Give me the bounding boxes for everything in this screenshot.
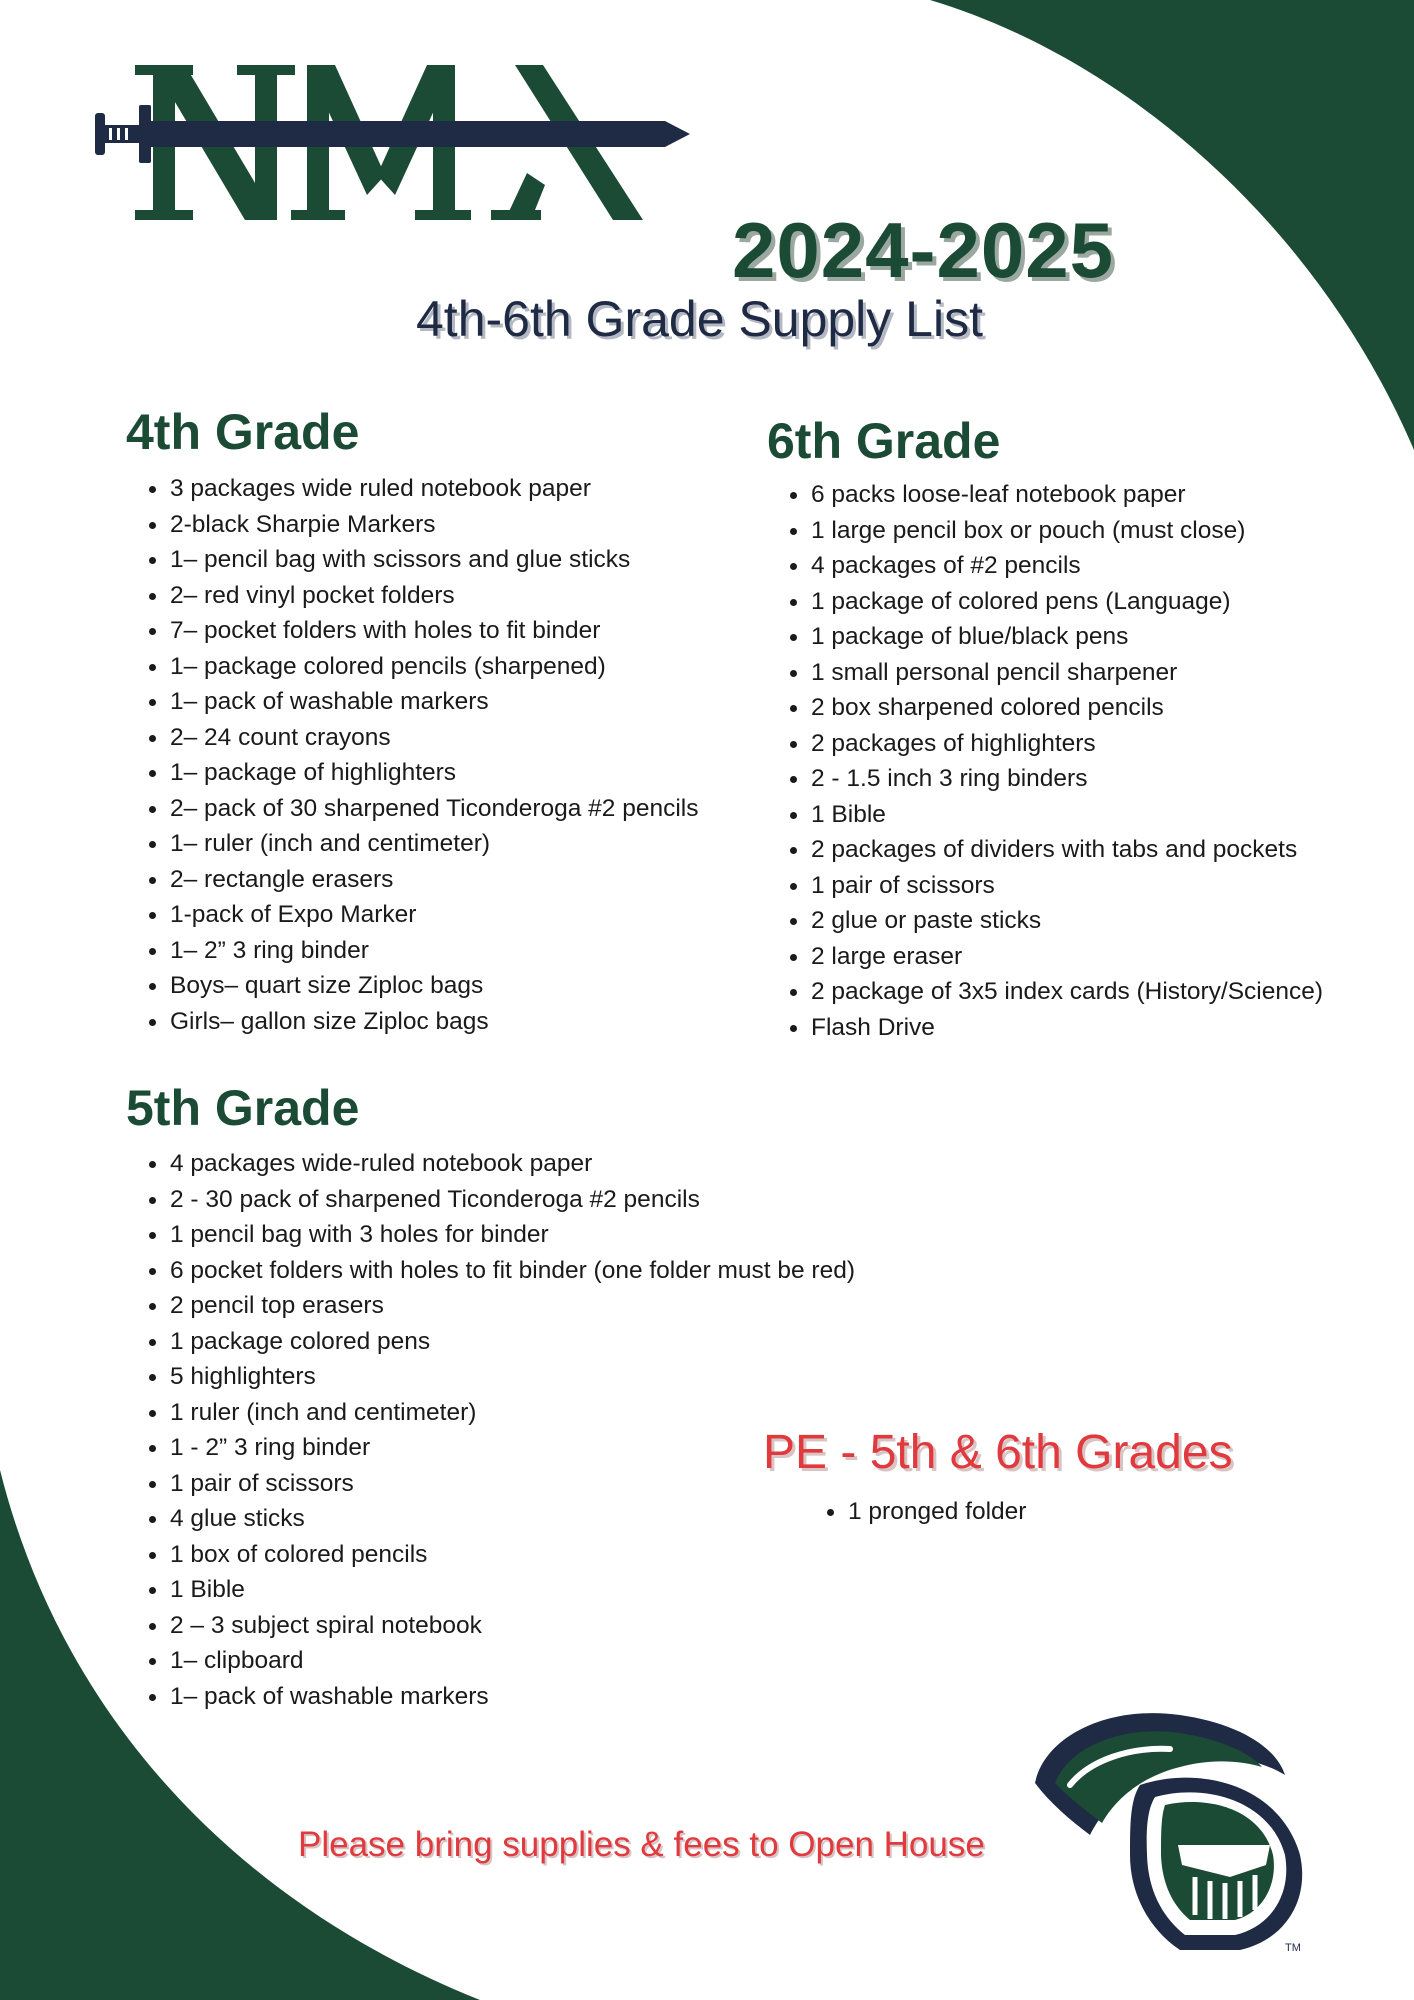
list-item: 4 packages of #2 pencils xyxy=(811,548,1323,584)
list-item: 6 pocket folders with holes to fit binder (one folder must be red) xyxy=(170,1253,855,1289)
svg-text:TM: TM xyxy=(1285,1942,1301,1954)
pe-title: PE - 5th & 6th Grades xyxy=(763,1426,1233,1479)
list-item: 1 small personal pencil sharpener xyxy=(811,655,1323,691)
grade4-list xyxy=(126,471,699,1039)
list-item: 1 package of colored pens (Language) xyxy=(811,584,1323,620)
list-item: 2 packages of dividers with tabs and pockets xyxy=(811,832,1323,868)
pe-list xyxy=(804,1494,1026,1530)
list-item: 4 packages wide-ruled notebook paper xyxy=(170,1146,855,1182)
list-item: 1 package colored pens xyxy=(170,1324,855,1360)
grade5-title: 5th Grade xyxy=(126,1080,360,1136)
list-item: 2– red vinyl pocket folders xyxy=(170,578,699,614)
school-year: 2024-2025 xyxy=(732,206,1115,294)
list-item: 5 highlighters xyxy=(170,1359,855,1395)
list-item: 3 packages wide ruled notebook paper xyxy=(170,471,699,507)
open-house-note: Please bring supplies & fees to Open House xyxy=(298,1825,985,1864)
list-item: 2 package of 3x5 index cards (History/Science) xyxy=(811,974,1323,1010)
list-item: 2– rectangle erasers xyxy=(170,862,699,898)
list-item: 1– pencil bag with scissors and glue sticks xyxy=(170,542,699,578)
list-item: 1 box of colored pencils xyxy=(170,1537,855,1573)
list-item: 2-black Sharpie Markers xyxy=(170,507,699,543)
list-item: 1 Bible xyxy=(170,1572,855,1608)
list-item: 1 pair of scissors xyxy=(170,1466,855,1502)
list-item: 1 large pencil box or pouch (must close) xyxy=(811,513,1323,549)
list-item: 1 - 2” 3 ring binder xyxy=(170,1430,855,1466)
list-item: 1– pack of washable markers xyxy=(170,1679,855,1715)
list-item: 1– 2” 3 ring binder xyxy=(170,933,699,969)
list-item: 6 packs loose-leaf notebook paper xyxy=(811,477,1323,513)
list-item: 2 – 3 subject spiral notebook xyxy=(170,1608,855,1644)
list-item: 1 pair of scissors xyxy=(811,868,1323,904)
grade6-list xyxy=(767,477,1323,1045)
list-item: 1– package of highlighters xyxy=(170,755,699,791)
list-item: 1 pronged folder xyxy=(848,1494,1026,1530)
grade6-title: 6th Grade xyxy=(767,413,1001,469)
list-item: Flash Drive xyxy=(811,1010,1323,1046)
list-item: 2– 24 count crayons xyxy=(170,720,699,756)
list-item: 4 glue sticks xyxy=(170,1501,855,1537)
list-item: Boys– quart size Ziploc bags xyxy=(170,968,699,1004)
list-item: 1– ruler (inch and centimeter) xyxy=(170,826,699,862)
list-item: 2 large eraser xyxy=(811,939,1323,975)
list-item: 1 Bible xyxy=(811,797,1323,833)
page-subtitle: 4th-6th Grade Supply List xyxy=(416,291,983,347)
list-item: 1 pencil bag with 3 holes for binder xyxy=(170,1217,855,1253)
list-item: 1– package colored pencils (sharpened) xyxy=(170,649,699,685)
list-item: 1 ruler (inch and centimeter) xyxy=(170,1395,855,1431)
list-item: 2 - 1.5 inch 3 ring binders xyxy=(811,761,1323,797)
grade5-list xyxy=(126,1146,855,1714)
list-item: 2 box sharpened colored pencils xyxy=(811,690,1323,726)
list-item: 2 glue or paste sticks xyxy=(811,903,1323,939)
list-item: 2 - 30 pack of sharpened Ticonderoga #2 pencils xyxy=(170,1182,855,1218)
list-item: 1– pack of washable markers xyxy=(170,684,699,720)
list-item: Girls– gallon size Ziploc bags xyxy=(170,1004,699,1040)
list-item: 2 packages of highlighters xyxy=(811,726,1323,762)
list-item: 1-pack of Expo Marker xyxy=(170,897,699,933)
list-item: 7– pocket folders with holes to fit binder xyxy=(170,613,699,649)
grade4-title: 4th Grade xyxy=(126,404,360,460)
list-item: 2 pencil top erasers xyxy=(170,1288,855,1324)
knight-mascot-icon xyxy=(1030,1705,1330,1955)
nma-logo xyxy=(95,55,695,230)
list-item: 1– clipboard xyxy=(170,1643,855,1679)
list-item: 2– pack of 30 sharpened Ticonderoga #2 pencils xyxy=(170,791,699,827)
list-item: 1 package of blue/black pens xyxy=(811,619,1323,655)
